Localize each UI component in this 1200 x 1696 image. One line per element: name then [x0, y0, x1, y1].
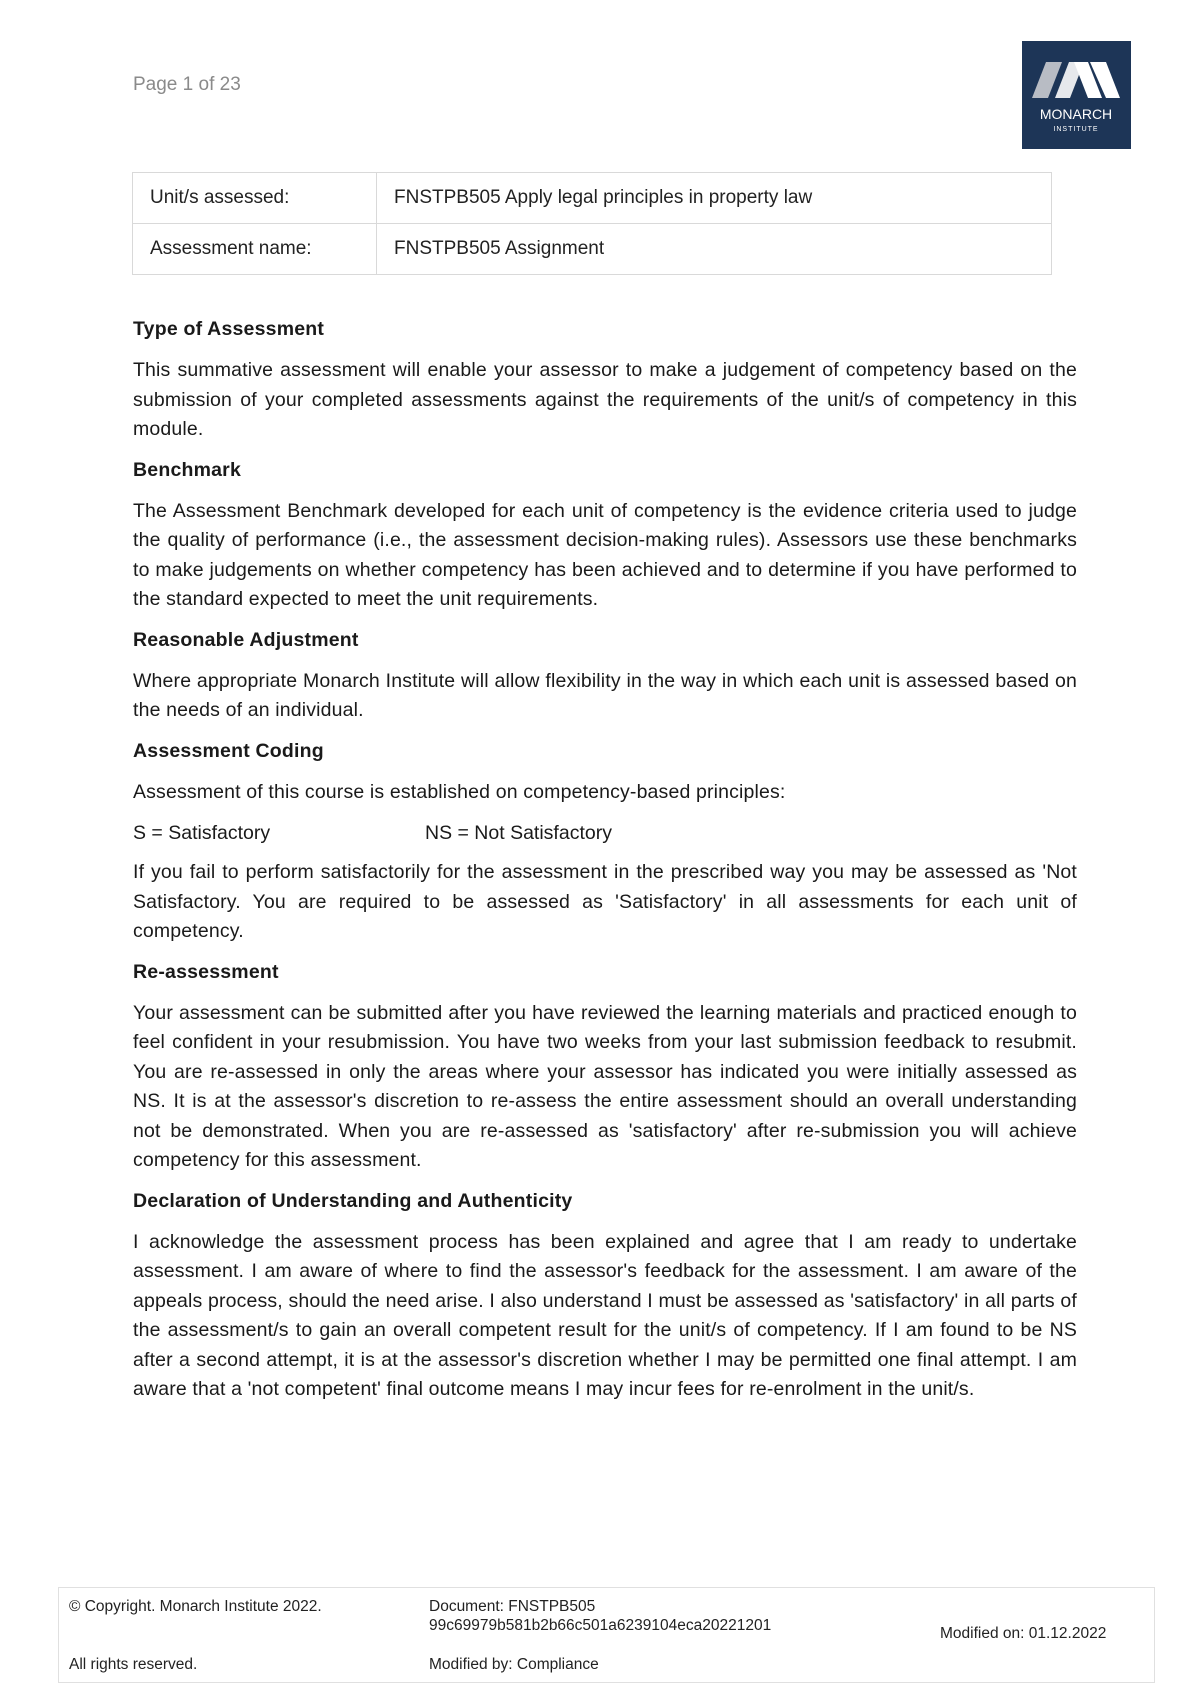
coding-legend: [133, 819, 1077, 848]
footer-copyright: © Copyright. Monarch Institute 2022.: [69, 1598, 322, 1615]
assessment-name-value: FNSTPB505 Assignment: [377, 224, 1052, 275]
footer-document-hash: 99c69979b581b2b66c501a6239104eca20221201: [429, 1617, 772, 1634]
page-number: Page 1 of 23: [133, 74, 241, 95]
benchmark-text: The Assessment Benchmark developed for each unit of competency is the evidence criteria used to judge the quality of performance (i.e., the assessment decision-making rules). Assessors use these benchmarks to make judgements on whether competency has been achieved and to determine if you have performed to the standard expected to meet the unit requirements.: [133, 499, 1077, 610]
declaration-text: I acknowledge the assessment process has been explained and agree that I am ready to undertake assessment. I am aware of where to find the assessor's feedback for the assessment. I am aware of the appeals process, should the need arise. I also understand I must be assessed as 'satisfactory' in all parts of the assessment/s to gain an overall competent result for the unit/s of competency. If I am found to be NS after a second attempt, it is at the assessor's discretion whether I may be permitted one final attempt. I am aware that a 'not competent' final outcome means I may incur fees for re-enrolment in the unit/s.: [133, 1230, 1077, 1400]
reasonable-adjustment-text: Where appropriate Monarch Institute will allow flexibility in the way in which each unit is assessed based on the needs of an individual.: [133, 669, 1077, 721]
logo-wordmark: MONARCH: [1039, 106, 1113, 122]
footer-rights: All rights reserved.: [69, 1656, 198, 1673]
assessment-coding-text: If you fail to perform satisfactorily for the assessment in the prescribed way you may be assessed as 'Not Satisfactory. You are required to be assessed as 'Satisfactory' in all assessments for each unit of competency.: [133, 861, 1077, 942]
assessment-coding-heading: Assessment Coding: [133, 739, 324, 762]
satisfactory-code: S = Satisfactory: [133, 822, 271, 844]
document-body: [133, 316, 1077, 1417]
benchmark-heading: Benchmark: [133, 458, 242, 481]
reassessment-heading: Re-assessment: [133, 960, 279, 983]
table-row: [133, 224, 1052, 275]
footer-modified-on: Modified on: 01.12.2022: [940, 1625, 1107, 1642]
type-of-assessment-text: This summative assessment will enable your assessor to make a judgement of competency based on the submission of your completed assessments against the requirements of the unit/s of competency in this module.: [133, 359, 1077, 440]
monarch-institute-logo: [1022, 41, 1131, 149]
declaration-heading: Declaration of Understanding and Authenticity: [133, 1189, 573, 1212]
footer-modified-by: Modified by: Compliance: [429, 1656, 599, 1673]
reassessment-text: Your assessment can be submitted after you have reviewed the learning materials and practiced enough to feel confident in your resubmission. You have two weeks from your last submission feedback to resubmit. You are re-assessed in only the areas where your assessor has indicated you were initially assessed as NS. It is at the assessor's discretion to re-assess the entire assessment should an overall understanding not be demonstrated. When you are re-assessed as 'satisfactory' after re-submission you will achieve competency for this assessment.: [133, 1001, 1077, 1171]
assessment-coding-intro: Assessment of this course is established on competency-based principles:: [133, 780, 786, 803]
assessment-info-table: [132, 172, 1052, 275]
unit-value: FNSTPB505 Apply legal principles in property law: [377, 173, 1052, 224]
reasonable-adjustment-heading: Reasonable Adjustment: [133, 628, 359, 651]
page-footer: [58, 1587, 1155, 1683]
footer-document: Document: FNSTPB505: [429, 1598, 596, 1615]
not-satisfactory-code: NS = Not Satisfactory: [425, 822, 612, 844]
unit-label: Unit/s assessed:: [133, 173, 377, 224]
type-of-assessment-heading: Type of Assessment: [133, 318, 325, 340]
logo-subtext: INSTITUTE: [1053, 126, 1099, 133]
table-row: [133, 173, 1052, 224]
assessment-name-label: Assessment name:: [133, 224, 377, 275]
